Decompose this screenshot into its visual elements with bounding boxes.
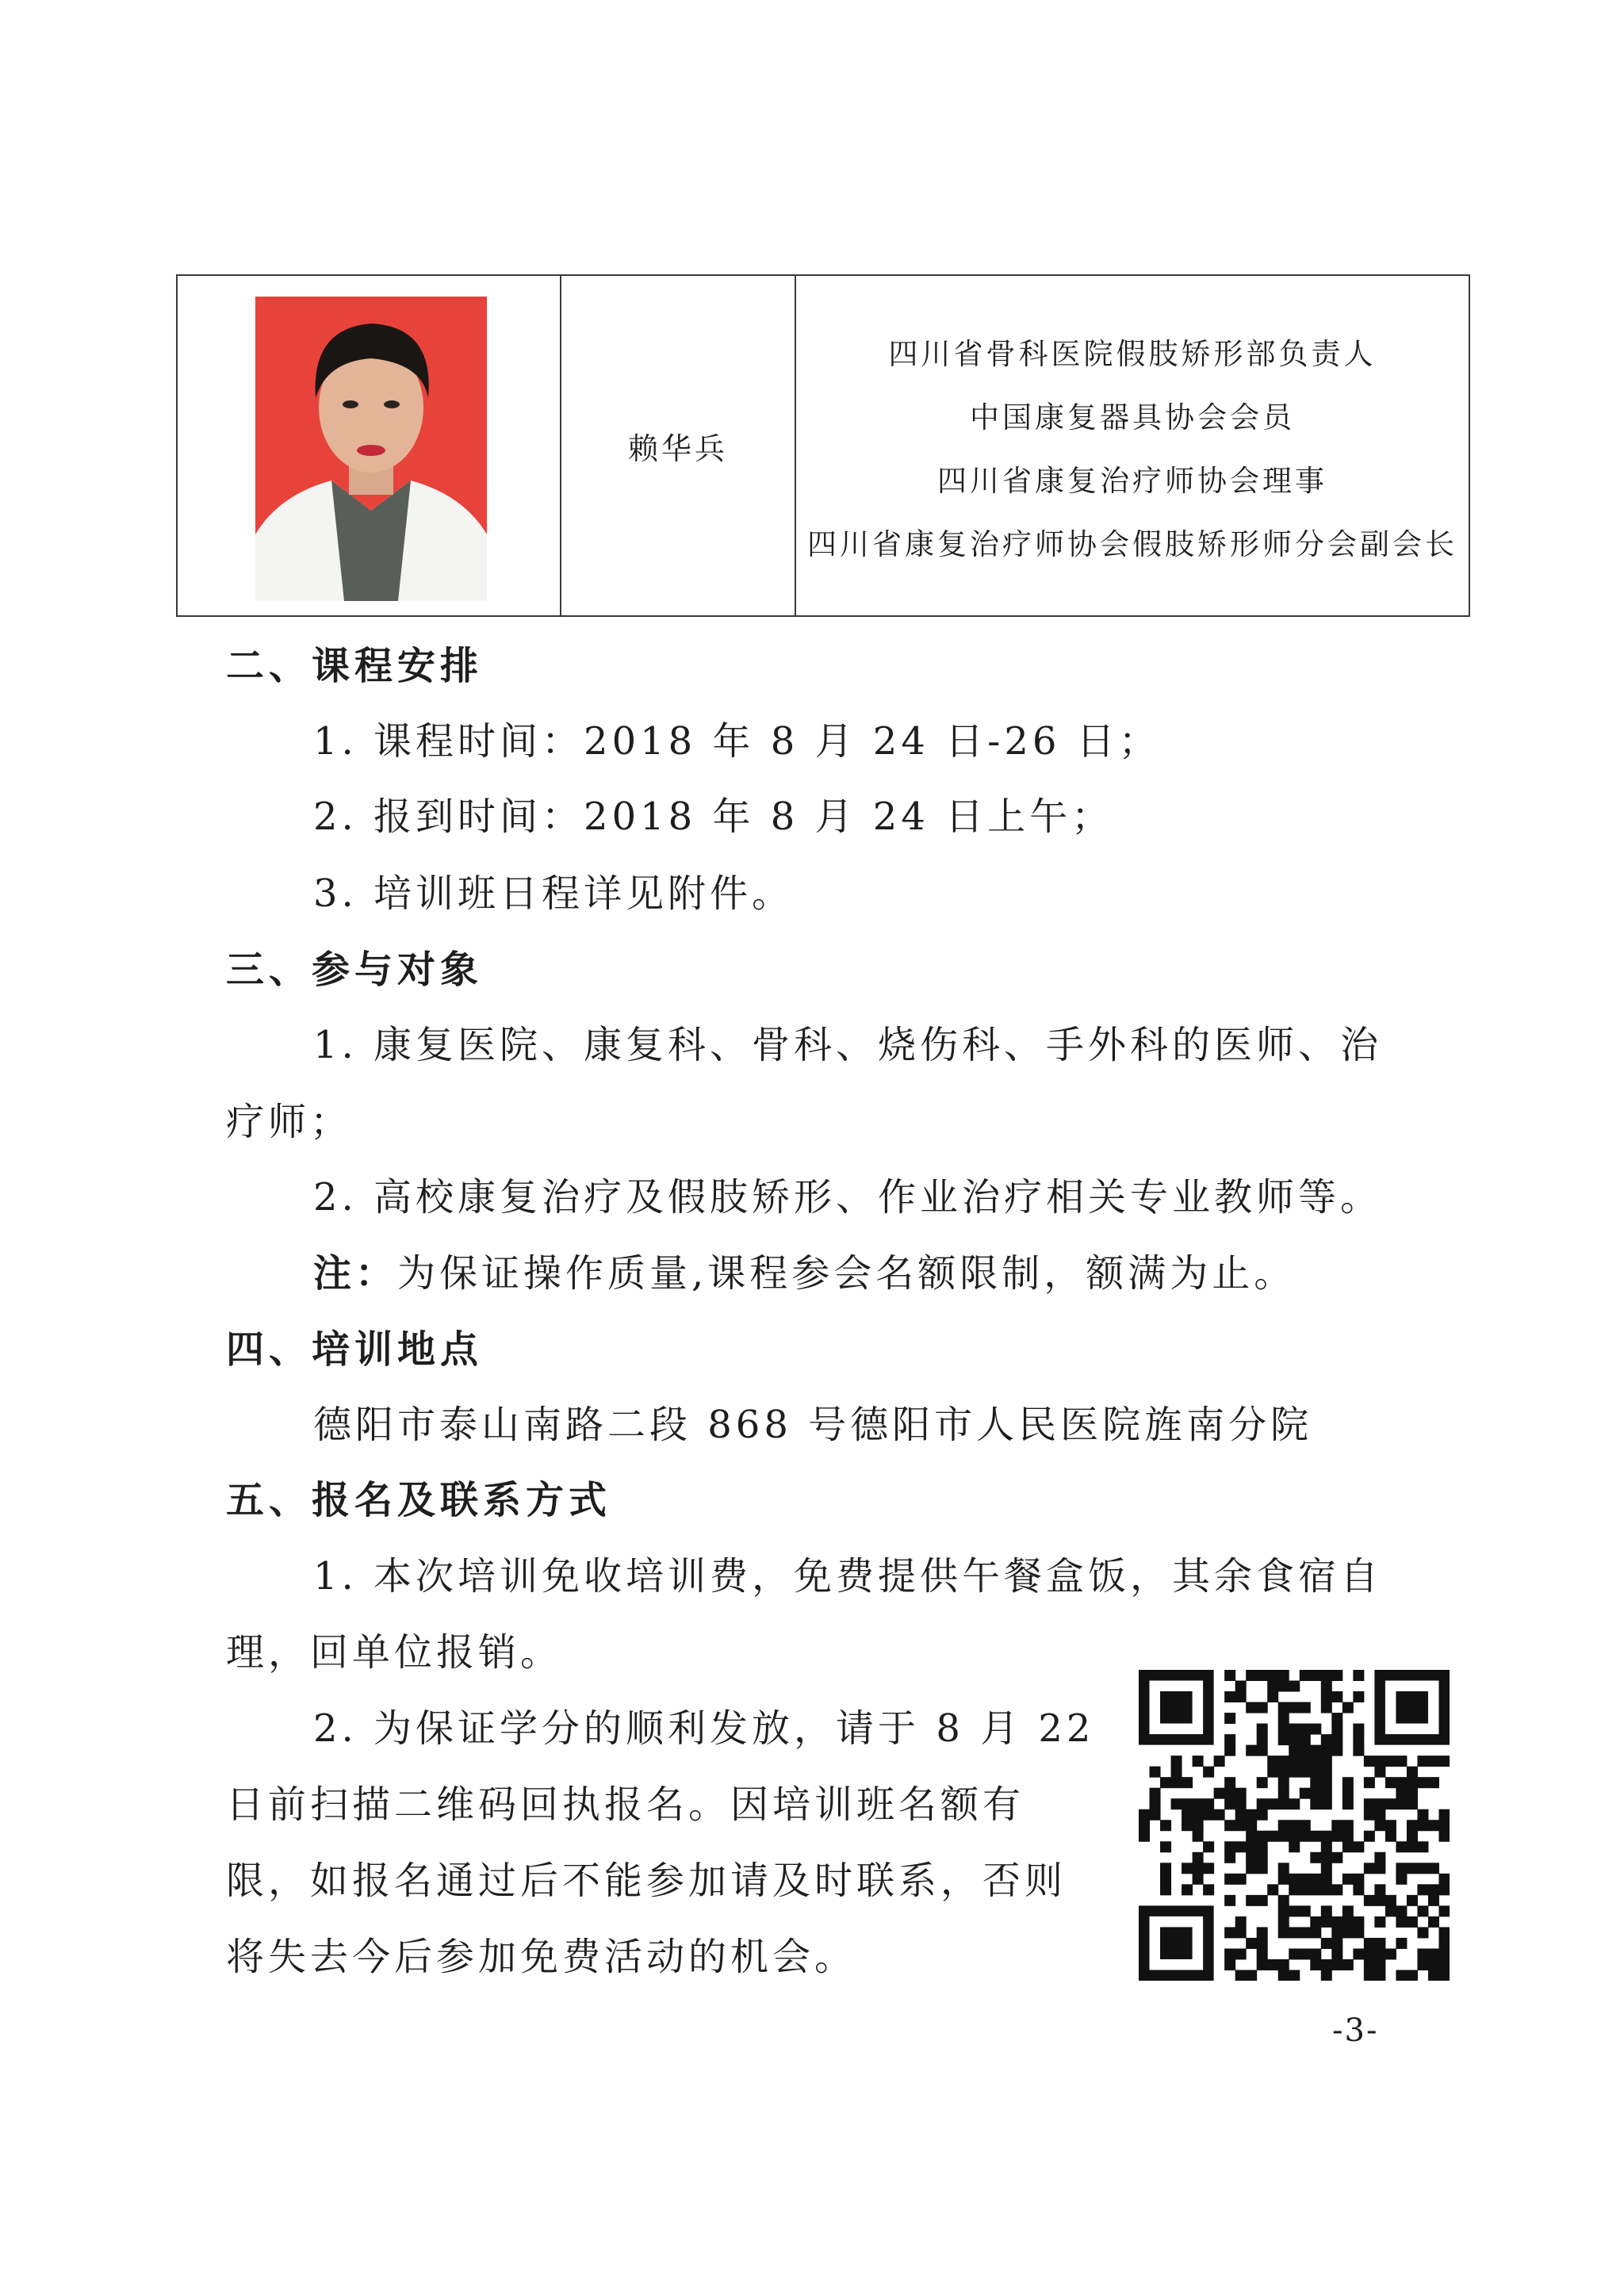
title-line: 四川省康复治疗师协会假肢矫形师分会副会长 xyxy=(807,527,1457,561)
participants-note xyxy=(313,1250,1296,1297)
title-line: 四川省骨科医院假肢矫形部负责人 xyxy=(888,337,1377,371)
registration-item-continued: 将失去今后参加免费活动的机会。 xyxy=(226,1935,857,1979)
section-heading-schedule: 二、课程安排 xyxy=(226,644,484,688)
location-address: 德阳市泰山南路二段 868 号德阳市人民医院旌南分院 xyxy=(313,1403,1313,1447)
schedule-item: 3. 培训班日程详见附件。 xyxy=(313,871,795,916)
note-label: 注： xyxy=(313,1251,398,1296)
photo-cell xyxy=(178,276,561,615)
titles-cell xyxy=(796,276,1469,615)
profile-table xyxy=(176,274,1470,617)
schedule-item: 2. 报到时间：2018 年 8 月 24 日上午； xyxy=(313,794,1114,839)
registration-item: 2. 为保证学分的顺利发放，请于 8 月 22 xyxy=(313,1706,1095,1751)
portrait-photo xyxy=(255,297,487,601)
schedule-item: 1. 课程时间：2018 年 8 月 24 日-26 日； xyxy=(313,719,1161,764)
section-heading-location: 四、培训地点 xyxy=(226,1327,484,1372)
title-line: 四川省康复治疗师协会理事 xyxy=(937,464,1327,498)
qr-code-icon[interactable] xyxy=(1139,1670,1450,1981)
person-name: 赖华兵 xyxy=(627,431,728,466)
participants-item: 2. 高校康复治疗及假肢矫形、作业治疗相关专业教师等。 xyxy=(313,1175,1383,1219)
participants-item: 1. 康复医院、康复科、骨科、烧伤科、手外科的医师、治 xyxy=(313,1023,1383,1067)
registration-item-continued: 理，回单位报销。 xyxy=(226,1630,563,1675)
title-line: 中国康复器具协会会员 xyxy=(970,400,1295,435)
participants-item-continued: 疗师； xyxy=(226,1100,353,1144)
section-heading-registration: 五、报名及联系方式 xyxy=(226,1478,612,1522)
registration-item-continued: 限，如报名通过后不能参加请及时联系，否则 xyxy=(226,1859,1067,1903)
page-number: -3- xyxy=(1332,2012,1379,2049)
registration-item-continued: 日前扫描二维码回执报名。因培训班名额有 xyxy=(226,1782,1025,1827)
note-text: 为保证操作质量,课程参会名额限制，额满为止。 xyxy=(397,1251,1297,1296)
registration-item: 1. 本次培训免收培训费，免费提供午餐盒饭，其余食宿自 xyxy=(313,1554,1383,1599)
name-cell xyxy=(561,276,796,615)
section-heading-participants: 三、参与对象 xyxy=(226,948,484,992)
